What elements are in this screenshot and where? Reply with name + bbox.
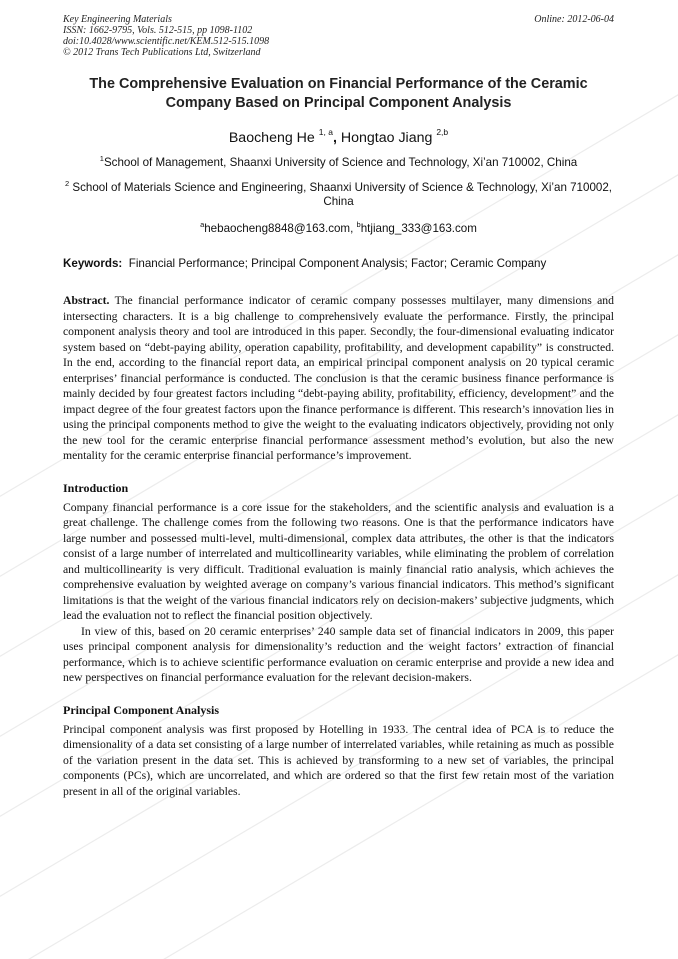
journal-header bbox=[63, 14, 614, 58]
introduction-paragraph: In view of this, based on 20 ceramic enterprises’ 240 sample data set of financial indicators in 2009, this paper uses principal component analysis for dimensionality’s reduction and the weight factors’ extraction of financial performance, which is to achieve scientific performance evaluation on ceramic enterprise and provide a new idea and new perspectives on financial performance evaluation for the relevant decision-makers. bbox=[63, 624, 614, 684]
keywords-text: Financial Performance; Principal Component Analysis; Factor; Ceramic Company bbox=[128, 257, 547, 270]
paper-page bbox=[63, 14, 614, 799]
affiliation-text: School of Management, Shaanxi University of Science and Technology, Xi’an 710002, China bbox=[103, 156, 578, 169]
issn-line: ISSN: 1662-9795, Vols. 512-515, pp 1098-1102 bbox=[63, 25, 253, 36]
email-sup: a bbox=[200, 220, 205, 229]
affiliation-1 bbox=[63, 152, 614, 170]
affiliation-sup: 2 bbox=[64, 179, 70, 188]
abstract-label: Abstract. bbox=[63, 294, 110, 307]
author-sup: 2,b bbox=[436, 127, 449, 137]
affiliation-sup: 1 bbox=[99, 154, 104, 163]
author-name: Hongtao Jiang bbox=[340, 130, 433, 146]
introduction-heading: Introduction bbox=[63, 480, 129, 495]
copyright-line: © 2012 Trans Tech Publications Ltd, Switzerland bbox=[63, 47, 261, 58]
author-name: Baocheng He bbox=[228, 130, 315, 146]
abstract bbox=[63, 293, 614, 464]
abstract-text: The financial performance indicator of ceramic company possesses multilayer, many dimensions and intersecting characters. It is a big challenge to comprehensively evaluate the performance. Firstly, the principal component analysis theory and tool are introduced in this paper. Secondly, the four-dimensional evaluating indicator system based on “debt-paying ability, operation capability, profitability, and development capability” is constructed. In the end, according to the financial report data, an empirical principal component analysis on 20 typical ceramic enterprises’ financial performance is conducted. The conclusion is that the ceramic business finance performance is mainly decided by four greatest factors including “debt-paying ability, profitability, efficiency, development” and the impact degree of the four greatest factors upon the finance performance is different. This research’s innovation lies in using the principal components method to give the weight to the evaluating indicators objectively, providing not only the new tool for the ceramic enterprise financial performance assessment method’s evolution, but also the new mentality for the ceramic enterprise financial performance’s improvement. bbox=[63, 294, 614, 462]
email-link[interactable]: hebaocheng8848@163.com bbox=[204, 222, 351, 235]
pca-paragraph: Principal component analysis was first proposed by Hotelling in 1933. The central idea of PCA is to reduce the dimensionality of a data set consisting of a large number of interrelated variables, while retaining as much as possible of the variation present in the data set. This is achieved by transforming to a new set of variables, the principal components (PCs), which are uncorrelated, and which are ordered so that the first few retain most of the variation present in all of the original variables. bbox=[63, 722, 614, 798]
affiliation-2 bbox=[63, 177, 614, 209]
keywords bbox=[63, 257, 614, 271]
author-sup: 1, a bbox=[318, 127, 333, 137]
keywords-label: Keywords: bbox=[63, 257, 123, 270]
online-date: Online: 2012-06-04 bbox=[534, 14, 614, 25]
doi-line[interactable]: doi:10.4028/www.scientific.net/KEM.512-515.1098 bbox=[63, 36, 270, 47]
email-line: $^a$hebaocheng8848@163.com, $^b$htjiang_333@163.com bbox=[200, 220, 477, 235]
journal-name: Key Engineering Materials bbox=[63, 14, 172, 25]
email-link[interactable]: htjiang_333@163.com bbox=[360, 222, 477, 235]
paper-title: The Comprehensive Evaluation on Financial Performance of the Ceramic Company Based on Principal Component Analysis bbox=[89, 76, 588, 111]
introduction-paragraph: Company financial performance is a core issue for the stakeholders, and the scientific analysis and evaluation is a great challenge. The challenge comes from the following two reasons. One is that the performance indicators have large number and possessed multi-level, multi-dimensional, complex data attributes, the other is that the indicators consist of a large number of interrelated and multicollinearity variables, while eliminating the problem of correlation and multicollinearity is very difficult. Traditional evaluation is mainly financial ratio analysis, which achieves the comprehensive evaluation by weighted average on company’s various financial indicators. This method’s significant limitations is that the weight of the various financial indicators rely on decision-makers’ subjective judgments, which lead the evaluation not to reflect the financial position objectively. bbox=[63, 500, 614, 622]
email-sup: b bbox=[356, 220, 361, 229]
author-list: Baocheng He $^{1, a}$, Hongtao Jiang $^{2,b}$ bbox=[228, 127, 449, 146]
pca-heading: Principal Component Analysis bbox=[63, 702, 220, 717]
affiliation-text: School of Materials Science and Engineering, Shaanxi University of Science & Technology, Xi’an 710002, China bbox=[72, 181, 613, 208]
